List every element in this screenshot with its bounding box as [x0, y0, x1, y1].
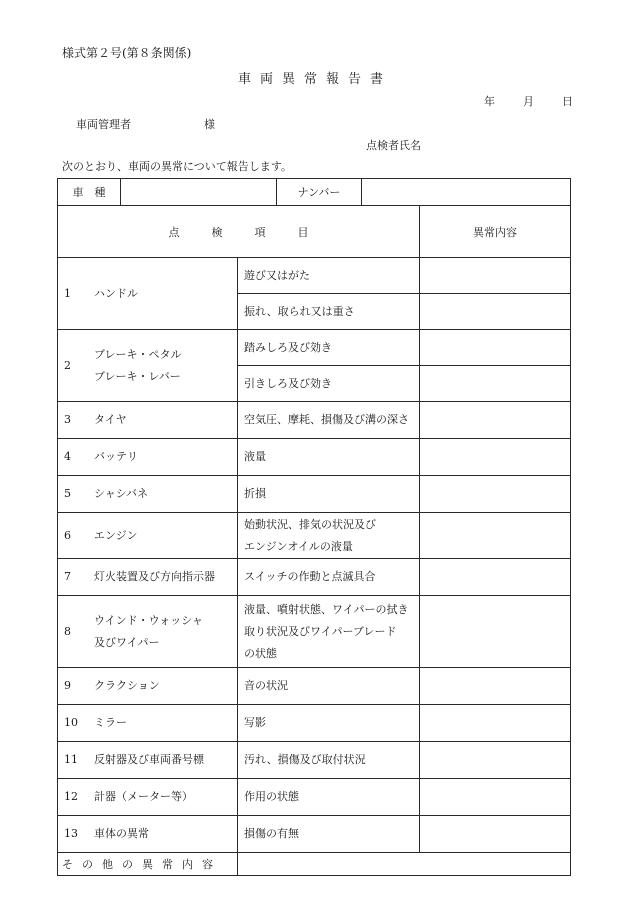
- item-name: タイヤ: [94, 413, 127, 426]
- check-point: [238, 258, 420, 294]
- inspection-item: [58, 779, 238, 816]
- abnormal-content-field[interactable]: [420, 596, 571, 668]
- vehicle-type-field[interactable]: [121, 179, 277, 206]
- item-number: 9: [64, 679, 71, 692]
- check-point-line: エンジンオイルの液量: [244, 539, 353, 553]
- vehicle-info-table: [57, 178, 571, 206]
- check-point: [238, 294, 420, 330]
- abnormal-content-field[interactable]: [420, 258, 571, 294]
- table-row: [58, 258, 571, 294]
- item-number: 13: [64, 827, 78, 840]
- check-point-line: 作用の状態: [244, 790, 299, 803]
- abnormal-content-field[interactable]: [420, 779, 571, 816]
- other-abnormal-field[interactable]: [238, 853, 571, 876]
- date-month-label: 月: [523, 95, 534, 108]
- item-name: 計器（メーター等）: [94, 790, 193, 803]
- form-number: 様式第２号(第８条関係): [62, 46, 192, 60]
- check-point-line: 液量、噴射状態、ワイパーの拭き: [244, 602, 409, 616]
- check-point-line: の状態: [244, 646, 277, 660]
- item-name: 車体の異常: [94, 827, 149, 840]
- inspection-item: [58, 705, 238, 742]
- inspection-item: [58, 668, 238, 705]
- abnormal-content-field[interactable]: [420, 705, 571, 742]
- table-row: [58, 596, 571, 668]
- item-name: ミラー: [94, 716, 127, 729]
- check-point-line: 音の状況: [244, 679, 288, 692]
- inspection-item: [58, 476, 238, 513]
- check-point: [238, 513, 420, 559]
- date-day-label: 日: [562, 95, 573, 108]
- check-point: [238, 330, 420, 366]
- table-row: [58, 705, 571, 742]
- check-point-line: 遊び又はがた: [244, 268, 310, 282]
- abnormal-content-field[interactable]: [420, 366, 571, 402]
- item-name: 反射器及び車両番号標: [94, 753, 204, 766]
- other-abnormal-label: その他の異常内容: [58, 853, 238, 876]
- inspection-item: [58, 559, 238, 596]
- check-point: [238, 559, 420, 596]
- check-point-line: 空気圧、摩耗、損傷及び溝の深さ: [244, 413, 409, 426]
- abnormal-content-header: 異常内容: [420, 206, 571, 258]
- check-point: [238, 668, 420, 705]
- table-row: [58, 779, 571, 816]
- check-point-line: 振れ、取られ又は重さ: [244, 304, 355, 318]
- inspection-table: [57, 205, 571, 876]
- abnormal-content-field[interactable]: [420, 742, 571, 779]
- check-point: [238, 742, 420, 779]
- check-point-line: 液量: [244, 450, 266, 463]
- item-name-line: ウインド・ウォッシャ: [94, 613, 204, 627]
- item-name-line: 及びワイパー: [94, 635, 160, 649]
- vehicle-manager-label: 車両管理者: [76, 118, 131, 131]
- item-name: バッテリ: [94, 450, 138, 463]
- table-row: [58, 476, 571, 513]
- inspection-item: [58, 742, 238, 779]
- intro-text: 次のとおり、車両の異常について報告します。: [62, 160, 292, 173]
- table-row: [58, 559, 571, 596]
- check-point: [238, 476, 420, 513]
- check-point-line: 始動状況、排気の状況及び: [244, 517, 376, 531]
- item-number: 7: [64, 570, 71, 583]
- item-number: 12: [64, 790, 78, 803]
- inspection-item: [58, 513, 238, 559]
- item-name: シャシバネ: [94, 487, 149, 500]
- item-number: 5: [64, 487, 71, 500]
- check-point: [238, 402, 420, 439]
- inspection-item: [58, 402, 238, 439]
- item-name: クラクション: [94, 679, 160, 692]
- check-point: [238, 816, 420, 853]
- document-title: 車両異常報告書: [237, 72, 392, 87]
- check-point-line: 汚れ、損傷及び取付状況: [244, 753, 366, 766]
- check-point-line: 損傷の有無: [244, 827, 299, 840]
- check-point: [238, 705, 420, 742]
- abnormal-content-field[interactable]: [420, 816, 571, 853]
- abnormal-content-field[interactable]: [420, 559, 571, 596]
- inspection-item: [58, 439, 238, 476]
- check-point-line: 踏みしろ及び効き: [244, 340, 332, 354]
- abnormal-content-field[interactable]: [420, 330, 571, 366]
- table-row: [58, 513, 571, 559]
- honorific-label: 様: [204, 118, 215, 131]
- item-number: 6: [64, 528, 71, 542]
- inspection-item: [58, 816, 238, 853]
- inspection-item: [58, 330, 238, 402]
- date-year-label: 年: [484, 95, 495, 108]
- inspection-item: [58, 258, 238, 330]
- table-row: [58, 742, 571, 779]
- item-name: ハンドル: [94, 286, 138, 300]
- abnormal-content-field[interactable]: [420, 439, 571, 476]
- check-point: [238, 779, 420, 816]
- table-row: [58, 668, 571, 705]
- item-name-line: ブレーキ・レバー: [94, 369, 181, 383]
- check-point-line: スイッチの作動と点滅具合: [244, 570, 376, 583]
- item-number: 1: [64, 286, 71, 300]
- check-point-line: 写影: [244, 716, 266, 729]
- table-row: [58, 330, 571, 366]
- item-number: 3: [64, 413, 71, 426]
- abnormal-content-field[interactable]: [420, 294, 571, 330]
- table-row: [58, 439, 571, 476]
- check-point: [238, 596, 420, 668]
- table-row: [58, 816, 571, 853]
- table-row: [58, 402, 571, 439]
- abnormal-content-field[interactable]: [420, 402, 571, 439]
- item-number: 2: [64, 358, 71, 372]
- item-name-line: ブレーキ・ペタル: [94, 347, 182, 361]
- vehicle-type-label: 車 種: [58, 179, 121, 206]
- item-number: 8: [64, 624, 71, 638]
- abnormal-content-field[interactable]: [420, 513, 571, 559]
- check-point-line: 取り状況及びワイパーブレード: [244, 624, 397, 638]
- abnormal-content-field[interactable]: [420, 476, 571, 513]
- check-point-line: 引きしろ及び効き: [244, 376, 332, 390]
- item-number: 4: [64, 450, 71, 463]
- inspection-item-header: 点検項目: [58, 206, 420, 258]
- item-name: 灯火装置及び方向指示器: [94, 570, 215, 583]
- item-name: エンジン: [94, 528, 138, 542]
- vehicle-number-field[interactable]: [362, 179, 571, 206]
- inspector-name-label: 点検者氏名: [366, 139, 421, 152]
- item-number: 10: [64, 716, 78, 729]
- abnormal-content-field[interactable]: [420, 668, 571, 705]
- item-number: 11: [64, 753, 78, 766]
- vehicle-number-label: ナンバー: [277, 179, 362, 206]
- check-point-line: 折損: [244, 487, 266, 500]
- date-line: [484, 93, 573, 109]
- check-point: [238, 439, 420, 476]
- inspection-item: [58, 596, 238, 668]
- check-point: [238, 366, 420, 402]
